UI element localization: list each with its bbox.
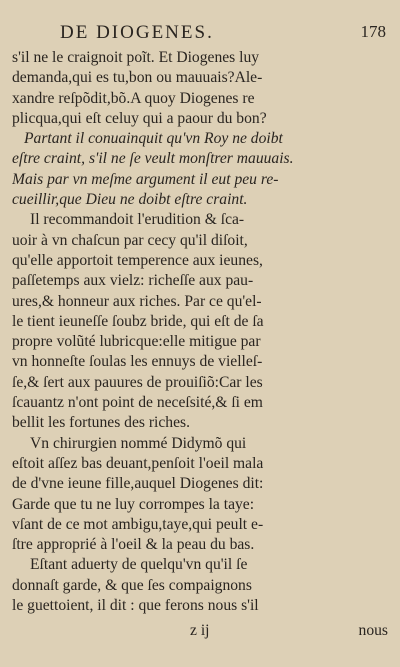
text-line: le guettoient, il dit : que ferons nous s'il	[12, 597, 259, 615]
text-line: qu'elle apportoit temperence aux ieunes,	[12, 251, 263, 269]
text-line: Garde que tu ne luy corrompes la taye:	[12, 495, 255, 513]
page-footer	[12, 622, 392, 644]
text-line: vn honneſte ſoulas les ennuys de vielleſ-	[12, 353, 263, 371]
text-line: donnaſt garde, & que ſes compaignons	[12, 576, 252, 594]
signature-mark: z ij	[190, 622, 210, 639]
text-line: ſcauantz n'ont point de neceſsité,& ſi em	[12, 394, 263, 412]
text-line: cueillir,que Dieu ne doibt eſtre craint.	[12, 191, 248, 209]
catchword: nous	[358, 622, 388, 639]
text-line: plicqua,qui eſt celuy qui a paour du bon?	[12, 109, 267, 127]
text-line: Eſtant aduerty de quelqu'vn qu'il ſe	[30, 556, 248, 574]
text-line: le tient ieuneſſe ſoubz bride, qui eſt de ſa	[12, 312, 264, 330]
text-line: bellit les fortunes des riches.	[12, 414, 190, 432]
page-header	[60, 22, 386, 48]
text-line: ſtre approprié à l'oeil & la peau du bas.	[12, 536, 255, 554]
text-line: eſtoit aſſez bas deuant,penſoit l'oeil mala	[12, 454, 264, 472]
text-line: ſe,& ſert aux pauures de prouiſiõ:Car les	[12, 373, 263, 391]
text-line: uoir à vn chaſcun par cecy qu'il diſoit,	[12, 231, 248, 249]
text-line: eſtre craint, s'il ne ſe veult monſtrer mauuais.	[12, 150, 294, 168]
page-number: 178	[360, 22, 386, 41]
text-line: propre volũté lubricque:elle mitigue par	[12, 333, 261, 351]
text-line: paſſetemps aux vielz: richeſſe aux pau-	[12, 272, 254, 290]
running-head: DE DIOGENES.	[60, 22, 214, 43]
text-line: xandre reſpõdit,bõ.A quoy Diogenes re	[12, 89, 255, 107]
body-text	[12, 48, 392, 616]
text-line: vſant de ce mot ambigu,taye,qui peult e-	[12, 515, 264, 533]
text-line: de d'vne ieune fille,auquel Diogenes dit:	[12, 475, 264, 493]
text-line: ures,& honneur aux riches. Par ce qu'el-	[12, 292, 262, 310]
text-line: Partant il conuainquit qu'vn Roy ne doibt	[24, 130, 283, 148]
text-line: Mais par vn meſme argument il eut peu re-	[12, 170, 279, 188]
text-line: Il recommandoit l'erudition & ſca-	[30, 211, 245, 229]
text-line: demanda,qui es tu,bon ou mauuais?Ale-	[12, 69, 263, 87]
text-line: Vn chirurgien nommé Didymõ qui	[30, 434, 247, 452]
text-line: s'il ne le craignoit poĩt. Et Diogenes luy	[12, 49, 260, 66]
